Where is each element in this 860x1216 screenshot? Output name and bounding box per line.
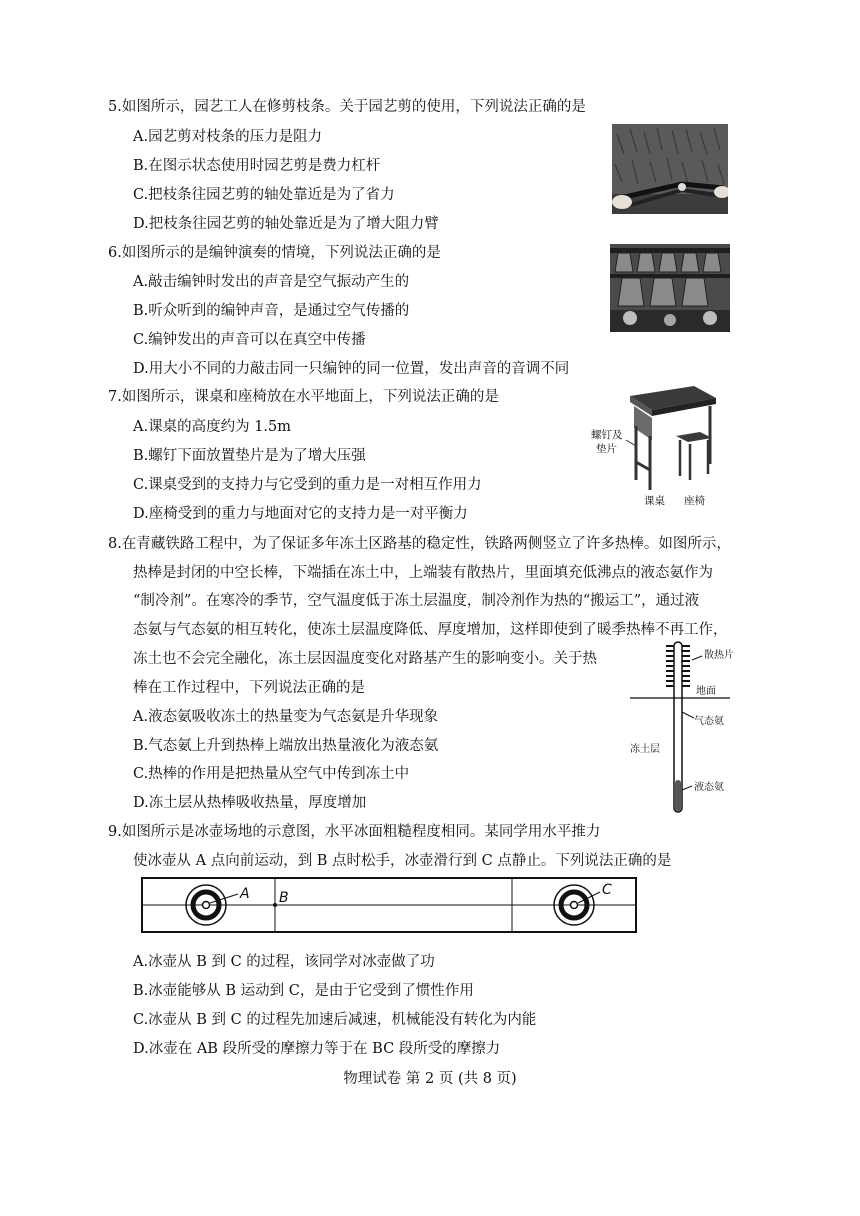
- point-a-label: A: [240, 886, 250, 902]
- bianzhong-photo: [610, 244, 730, 332]
- q8-option-d: D.冻土层从热棒吸收热量，厚度增加: [133, 795, 367, 811]
- q7-option-c: C.课桌受到的支持力与它受到的重力是一对相互作用力: [133, 477, 482, 493]
- q8-option-b: B.气态氨上升到热棒上端放出热量液化为液态氨: [133, 738, 439, 754]
- q9-option-d: D.冰壶在 AB 段所受的摩擦力等于在 BC 段所受的摩擦力: [133, 1041, 501, 1057]
- q9-option-a: A.冰壶从 B 到 C 的过程，该同学对冰壶做了功: [133, 954, 435, 970]
- q8-stem-line-1: 8.在青藏铁路工程中，为了保证多年冻土区路基的稳定性，铁路两侧竖立了许多热棒。如图所示，: [108, 536, 731, 552]
- q9-stem-line-2: 使冰壶从 A 点向前运动，到 B 点时松手，冰壶滑行到 C 点静止。下列说法正确的是: [133, 853, 672, 869]
- pruning-shears-photo: [612, 124, 728, 214]
- q8-option-a: A.液态氨吸收冻土的热量变为气态氨是升华现象: [133, 709, 439, 725]
- label-frozen-layer: 冻土层: [630, 744, 660, 755]
- point-c-label: C: [602, 882, 612, 898]
- q8-stem-line-2: 热棒是封闭的中空长棒，下端插在冻土中，上端装有散热片，里面填充低沸点的液态氨作为: [133, 565, 713, 581]
- label-washer: 垫片: [596, 443, 617, 455]
- q7-option-b: B.螺钉下面放置垫片是为了增大压强: [133, 448, 366, 464]
- q8-stem-line-4: 态氨与气态氨的相互转化，使冻土层温度降低、厚度增加，这样即使到了暖季热棒不再工作，: [133, 622, 728, 638]
- q8-stem-line-6: 棒在工作过程中，下列说法正确的是: [133, 680, 365, 696]
- q6-option-d: D.用大小不同的力敲击同一只编钟的同一位置，发出声音的音调不同: [133, 361, 570, 377]
- label-chair: 座椅: [684, 495, 705, 507]
- q9-option-c: C.冰壶从 B 到 C 的过程先加速后减速，机械能没有转化为内能: [133, 1012, 537, 1028]
- desk-chair-figure: [590, 376, 730, 512]
- q5-option-b: B.在图示状态使用时园艺剪是费力杠杆: [133, 158, 381, 174]
- q5-option-a: A.园艺剪对枝条的压力是阻力: [133, 129, 323, 145]
- q7-option-a: A.课桌的高度约为 1.5m: [133, 419, 291, 435]
- label-screw: 螺钉及: [591, 429, 623, 441]
- q5-stem: 5.如图所示，园艺工人在修剪枝条。关于园艺剪的使用，下列说法正确的是: [108, 99, 586, 115]
- label-desk: 课桌: [644, 495, 665, 507]
- q8-stem-line-3: “制冷剂”。在寒冷的季节，空气温度低于冻土层温度，制冷剂作为热的“搬运工”，通过液: [133, 593, 700, 609]
- q7-stem: 7.如图所示，课桌和座椅放在水平地面上，下列说法正确的是: [108, 389, 499, 405]
- label-liquid-ammonia: 液态氨: [694, 782, 724, 793]
- label-gas-ammonia: 气态氨: [694, 716, 724, 727]
- curling-rink-figure: [140, 874, 640, 938]
- page-footer: 物理试卷 第 2 页 (共 8 页): [343, 1071, 517, 1087]
- q9-stem-line-1: 9.如图所示是冰壶场地的示意图，水平冰面粗糙程度相同。某同学用水平推力: [108, 824, 601, 840]
- q6-option-c: C.编钟发出的声音可以在真空中传播: [133, 332, 366, 348]
- q8-stem-line-5: 冻土也不会完全融化，冻土层因温度变化对路基产生的影响变小。关于热: [133, 651, 597, 667]
- label-ground: 地面: [696, 686, 716, 697]
- label-fins: 散热片: [704, 650, 734, 661]
- q5-option-c: C.把枝条往园艺剪的轴处靠近是为了省力: [133, 187, 395, 203]
- q6-option-a: A.敲击编钟时发出的声音是空气振动产生的: [133, 274, 410, 290]
- q6-option-b: B.听众听到的编钟声音，是通过空气传播的: [133, 303, 410, 319]
- q7-option-d: D.座椅受到的重力与地面对它的支持力是一对平衡力: [133, 506, 468, 522]
- q9-option-b: B.冰壶能够从 B 运动到 C，是由于它受到了惯性作用: [133, 983, 474, 999]
- q6-stem: 6.如图所示的是编钟演奏的情境，下列说法正确的是: [108, 245, 441, 261]
- q5-option-d: D.把枝条往园艺剪的轴处靠近是为了增大阻力臂: [133, 216, 439, 232]
- point-b-label: B: [279, 890, 289, 906]
- q8-option-c: C.热棒的作用是把热量从空气中传到冻土中: [133, 766, 410, 782]
- heat-pipe-figure: [630, 640, 740, 818]
